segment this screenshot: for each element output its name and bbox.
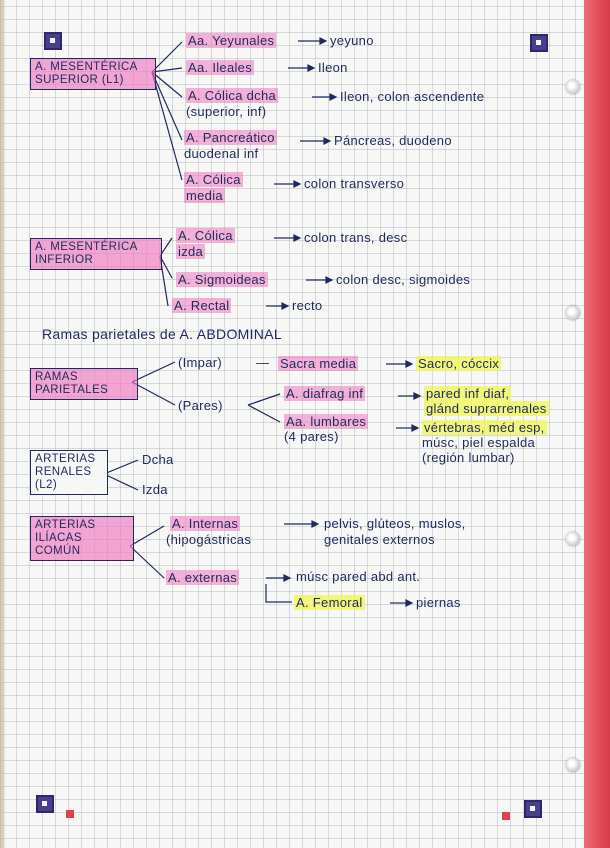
box-line: RENALES bbox=[35, 466, 92, 478]
box-line: ILÍACAS bbox=[35, 532, 82, 544]
branch-label: Dcha bbox=[142, 452, 174, 467]
branch-label: Aa. Yeyunales bbox=[188, 33, 275, 48]
arterias-iliacas-box bbox=[30, 516, 134, 561]
branch-label-2: izda bbox=[178, 244, 204, 259]
branch-label-2: (4 pares) bbox=[284, 429, 339, 444]
branch-label: A. Cólica bbox=[178, 228, 233, 243]
branch-target: genitales externos bbox=[324, 532, 435, 547]
branch-target: pared inf diaf, bbox=[426, 386, 510, 401]
branch-label: Sacra media bbox=[280, 356, 357, 371]
branch-label: A. Femoral bbox=[296, 595, 363, 610]
branch-label: A. Cólica dcha bbox=[188, 88, 277, 103]
branch-label: A. Cólica bbox=[186, 172, 241, 187]
branch-target: colon desc, sigmoides bbox=[336, 272, 471, 287]
mesenterica-superior-box bbox=[30, 58, 156, 90]
box-line: PARIETALES bbox=[35, 384, 109, 396]
ramas-parietales-box bbox=[30, 368, 138, 400]
branch-label-2: (hipogástricas bbox=[166, 532, 252, 547]
section-title: Ramas parietales de A. ABDOMINAL bbox=[42, 326, 282, 342]
branch-label-2: duodenal inf bbox=[184, 146, 259, 161]
branch-target: recto bbox=[292, 298, 323, 313]
branch-target: Ileon, colon ascendente bbox=[340, 89, 485, 104]
branch-target: músc, piel espalda bbox=[422, 435, 536, 450]
branch-label: A. Pancreático bbox=[186, 130, 275, 145]
branch-label-2: (superior, inf) bbox=[186, 104, 267, 119]
branch-label: A. Rectal bbox=[174, 298, 230, 313]
branch-label: A. Sigmoideas bbox=[178, 272, 266, 287]
box-line: ARTERIAS bbox=[35, 453, 96, 465]
branch-target: pelvis, glúteos, muslos, bbox=[324, 516, 466, 531]
box-line: INFERIOR bbox=[35, 254, 94, 266]
branch-target: piernas bbox=[416, 595, 461, 610]
box-line: RAMAS bbox=[35, 371, 78, 383]
branch-label: Aa. lumbares bbox=[286, 414, 367, 429]
box-line: SUPERIOR (L1) bbox=[35, 74, 124, 86]
box-line: ARTERIAS bbox=[35, 519, 96, 531]
branch-target: músc pared abd ant. bbox=[296, 569, 421, 584]
impar-label: (Impar) bbox=[178, 355, 222, 370]
box-line: COMÚN bbox=[35, 545, 81, 557]
box-line: (L2) bbox=[35, 479, 58, 491]
box-line: A. MESENTÉRICA bbox=[35, 241, 138, 253]
branch-target: (región lumbar) bbox=[422, 450, 515, 465]
dash-connector: — bbox=[256, 355, 270, 370]
branch-label: A. diafrag inf bbox=[286, 386, 364, 401]
branch-target: colon trans, desc bbox=[304, 230, 408, 245]
branch-label: A. Internas bbox=[172, 516, 239, 531]
branch-target: Sacro, cóccix bbox=[418, 356, 500, 371]
arterias-renales-box bbox=[30, 450, 108, 495]
branch-label: Aa. Ileales bbox=[188, 60, 253, 75]
branch-target: Páncreas, duodeno bbox=[334, 133, 452, 148]
branch-label: A. externas bbox=[168, 570, 238, 585]
box-line: A. MESENTÉRICA bbox=[35, 61, 138, 73]
mesenterica-inferior-box bbox=[30, 238, 162, 270]
branch-target: vértebras, méd esp, bbox=[424, 420, 545, 435]
branch-target: glánd suprarrenales bbox=[426, 401, 547, 416]
pares-label: (Pares) bbox=[178, 398, 223, 413]
branch-target: Ileon bbox=[318, 60, 348, 75]
branch-label: Izda bbox=[142, 482, 168, 497]
branch-label-2: media bbox=[186, 188, 223, 203]
branch-target: colon transverso bbox=[304, 176, 405, 191]
branch-target: yeyuno bbox=[330, 33, 374, 48]
